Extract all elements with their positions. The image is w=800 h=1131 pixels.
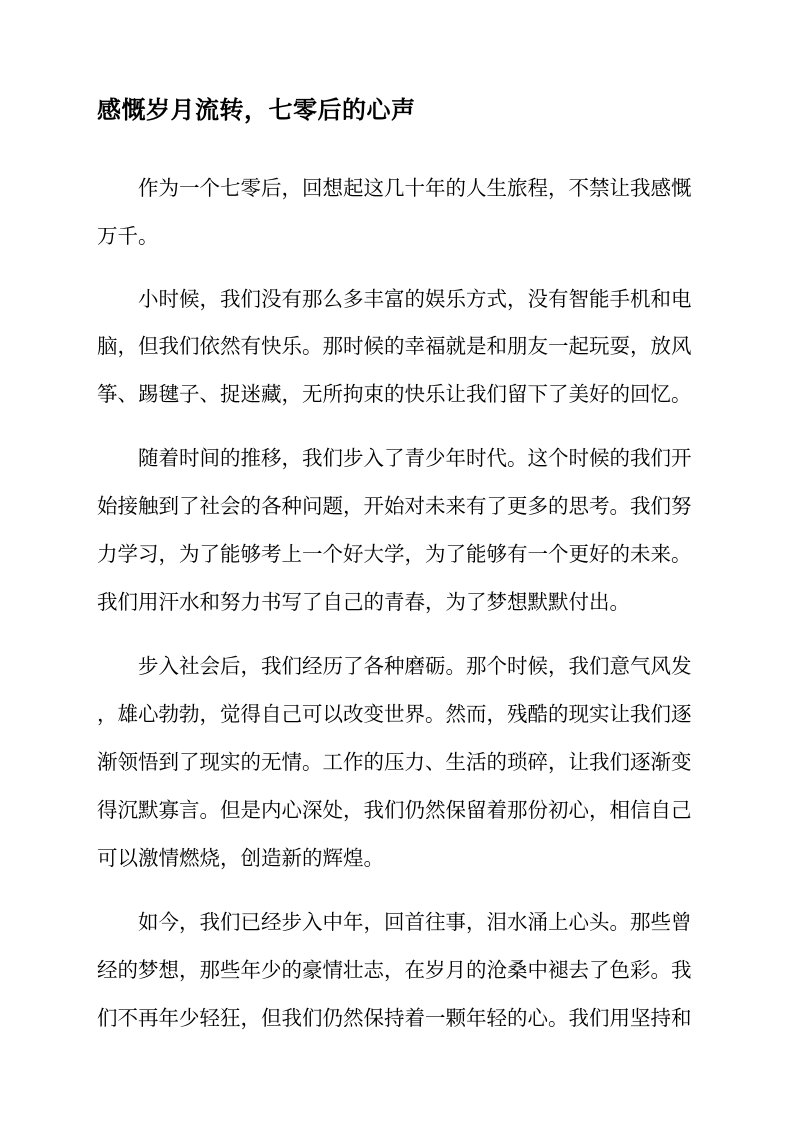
paragraph-3-line-4: 我们用汗水和努力书写了自己的青春，为了梦想默默付出。 [97,590,630,614]
paragraph-1-line-1: 作为一个七零后，回想起这几十年的人生旅程，不禁让我感慨 [138,176,692,200]
paragraph-3-line-1: 随着时间的推移，我们步入了青少年时代。这个时候的我们开 [138,446,692,470]
paragraph-2-line-1: 小时候，我们没有那么多丰富的娱乐方式，没有智能手机和电 [138,287,692,311]
paragraph-5-line-3: 们不再年少轻狂，但我们仍然保持着一颗年轻的心。我们用坚持和 [97,1006,692,1030]
document-title: 感慨岁月流转，七零后的心声 [97,95,416,124]
paragraph-2-line-2: 脑，但我们依然有快乐。那时候的幸福就是和朋友一起玩耍，放风 [97,334,692,358]
paragraph-4-line-5: 可以激情燃烧，创造新的辉煌。 [97,846,384,870]
paragraph-5-line-2: 经的梦想，那些年少的豪情壮志，在岁月的沧桑中褪去了色彩。我 [97,958,692,982]
paragraph-1-line-2: 万千。 [97,224,159,248]
paragraph-4-line-4: 得沉默寡言。但是内心深处，我们仍然保留着那份初心，相信自己 [97,798,692,822]
paragraph-4-line-3: 渐领悟到了现实的无情。工作的压力、生活的琐碎，让我们逐渐变 [97,750,692,774]
paragraph-5-line-1: 如今，我们已经步入中年，回首往事，泪水涌上心头。那些曾 [138,910,692,934]
paragraph-3-line-2: 始接触到了社会的各种问题，开始对未来有了更多的思考。我们努 [97,494,692,518]
paragraph-4-line-2: ，雄心勃勃，觉得自己可以改变世界。然而，残酷的现实让我们逐 [97,702,692,726]
paragraph-2-line-3: 筝、踢毽子、捉迷藏，无所拘束的快乐让我们留下了美好的回忆。 [97,382,692,406]
paragraph-3-line-3: 力学习，为了能够考上一个好大学，为了能够有一个更好的未来。 [97,542,692,566]
paragraph-4-line-1: 步入社会后，我们经历了各种磨砺。那个时候，我们意气风发 [138,654,692,678]
